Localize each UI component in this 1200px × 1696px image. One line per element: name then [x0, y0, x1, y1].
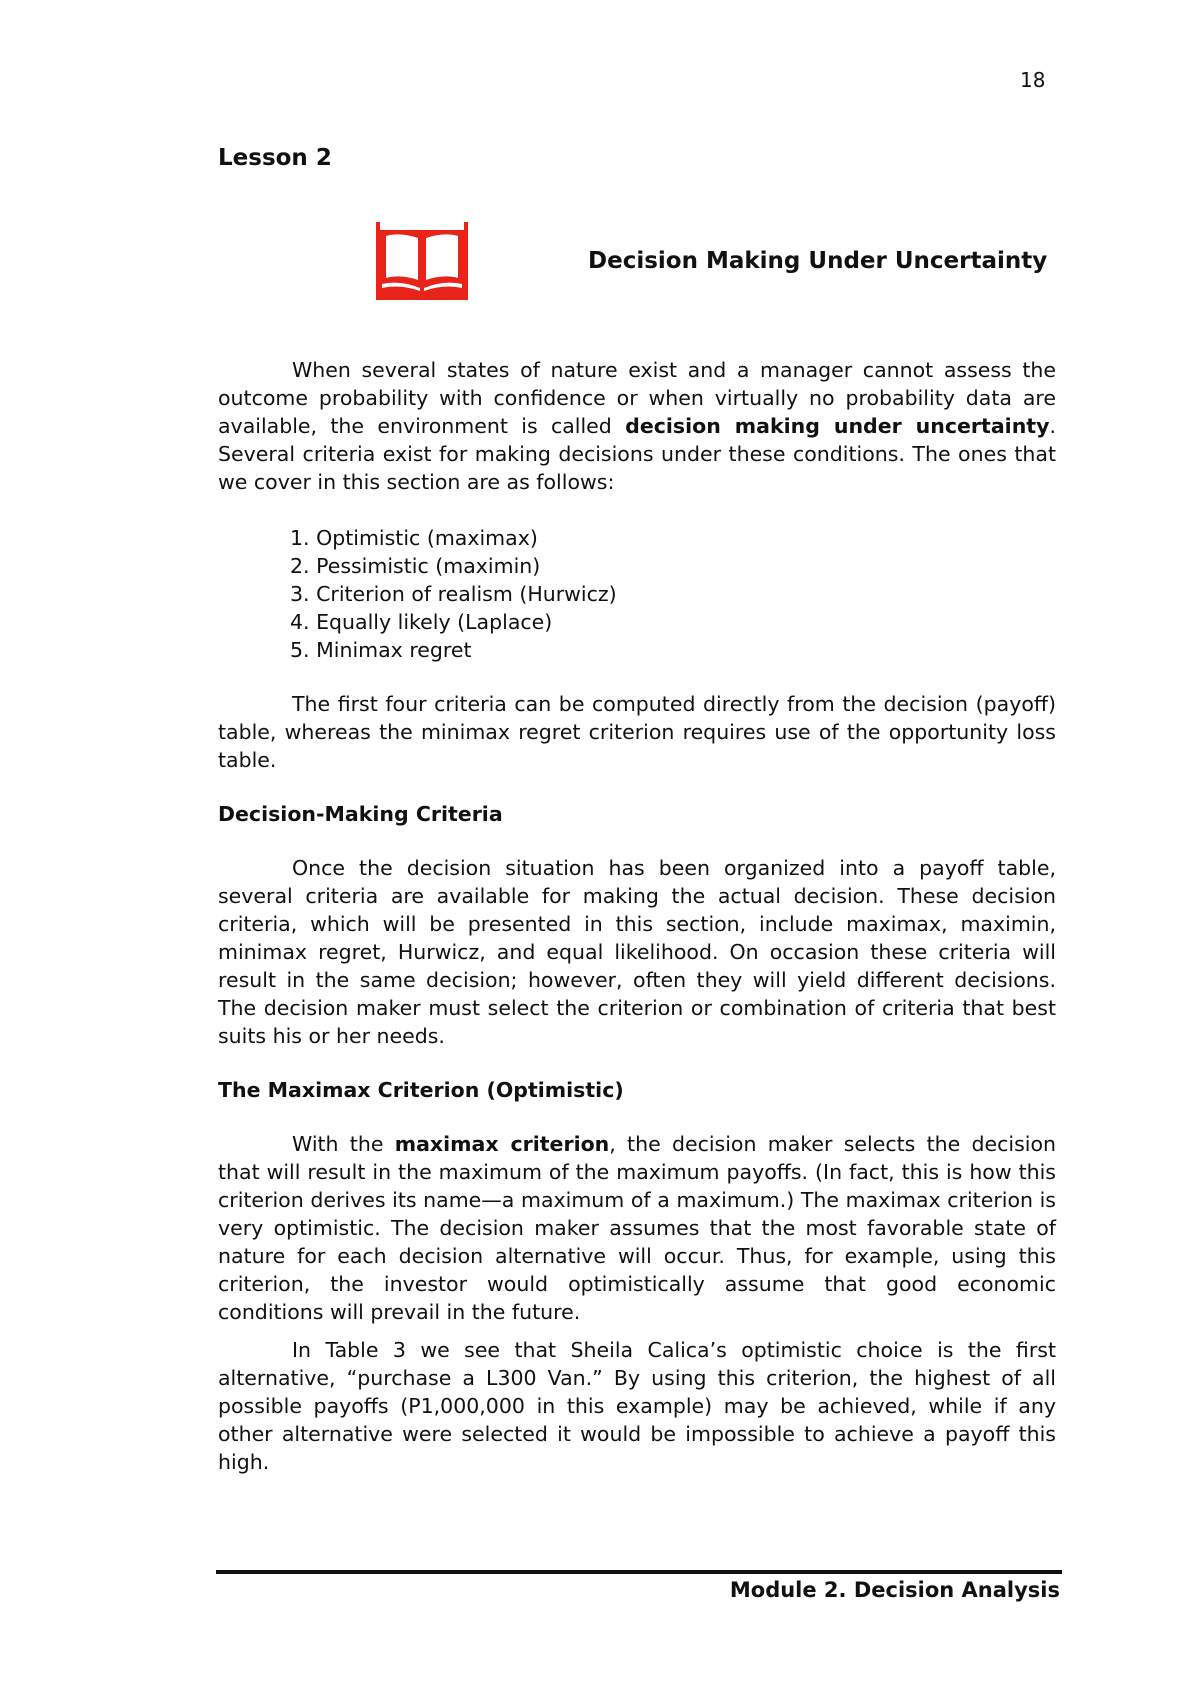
maximax-text-bold: maximax criterion: [394, 1132, 610, 1156]
lesson-content: [218, 356, 1056, 1476]
intro-text-bold: decision making under uncertainty: [625, 414, 1050, 438]
criteria-item: 4. Equally likely (Laplace): [290, 610, 553, 634]
intro-text-pre: When several states of nature exist and a manager cannot assess the outcome probability with confidence or when virtually no probability data are available, the environment is called: [218, 358, 1056, 438]
criteria-item: 1. Optimistic (maximax): [290, 526, 538, 550]
first-four-paragraph: The first four criteria can be computed directly from the decision (payoff) table, whereas the minimax regret criterion requires use of the opportunity loss table.: [218, 692, 1056, 772]
maximax-heading: The Maximax Criterion (Optimistic): [218, 1078, 624, 1102]
open-book-icon: [376, 222, 468, 300]
criteria-item: 2. Pessimistic (maximin): [290, 554, 541, 578]
maximax-paragraph: [218, 1130, 1056, 1326]
footer-divider: [216, 1570, 1062, 1574]
once-paragraph: Once the decision situation has been organized into a payoff table, several criteria are available for making the actual decision. These decision criteria, which will be presented in this section, include maximax, maximin, minimax regret, Hurwicz, and equal likelihood. On occasion these criteria will result in the same decision; however, often they will yield different decisions. The decision maker must select the criterion or combination of criteria that best suits his or her needs.: [218, 856, 1056, 1048]
footer-module-label: Module 2. Decision Analysis: [729, 1578, 1060, 1602]
decision-criteria-heading: Decision-Making Criteria: [218, 802, 503, 826]
lesson-title: Decision Making Under Uncertainty: [588, 248, 1048, 274]
maximax-text-pre: With the: [292, 1132, 395, 1156]
table3-paragraph: In Table 3 we see that Sheila Calica’s optimistic choice is the first alternative, “purchase a L300 Van.” By using this criterion, the highest of all possible payoffs (P1,000,000 in this example) may be achieved, while if any other alternative were selected it would be impossible to achieve a payoff this high.: [218, 1338, 1056, 1474]
intro-text-post: . Several criteria exist for making decisions under these conditions. The ones that we cover in this section are as follows:: [218, 414, 1056, 494]
intro-paragraph: [218, 356, 1056, 496]
lesson-label: Lesson 2: [218, 145, 332, 171]
page-number: 18: [1020, 68, 1046, 92]
maximax-text-post: , the decision maker selects the decision that will result in the maximum of the maximum payoffs. (In fact, this is how this criterion derives its name—a maximum of a maximum.) The maximax criterion is very optimistic. The decision maker assumes that the most favorable state of nature for each decision alternative will occur. Thus, for example, using this criterion, the investor would optimistically assume that good economic conditions will prevail in the future.: [218, 1132, 1056, 1324]
criteria-item: 5. Minimax regret: [290, 638, 472, 662]
criteria-list: [218, 524, 1056, 664]
criteria-item: 3. Criterion of realism (Hurwicz): [290, 582, 617, 606]
